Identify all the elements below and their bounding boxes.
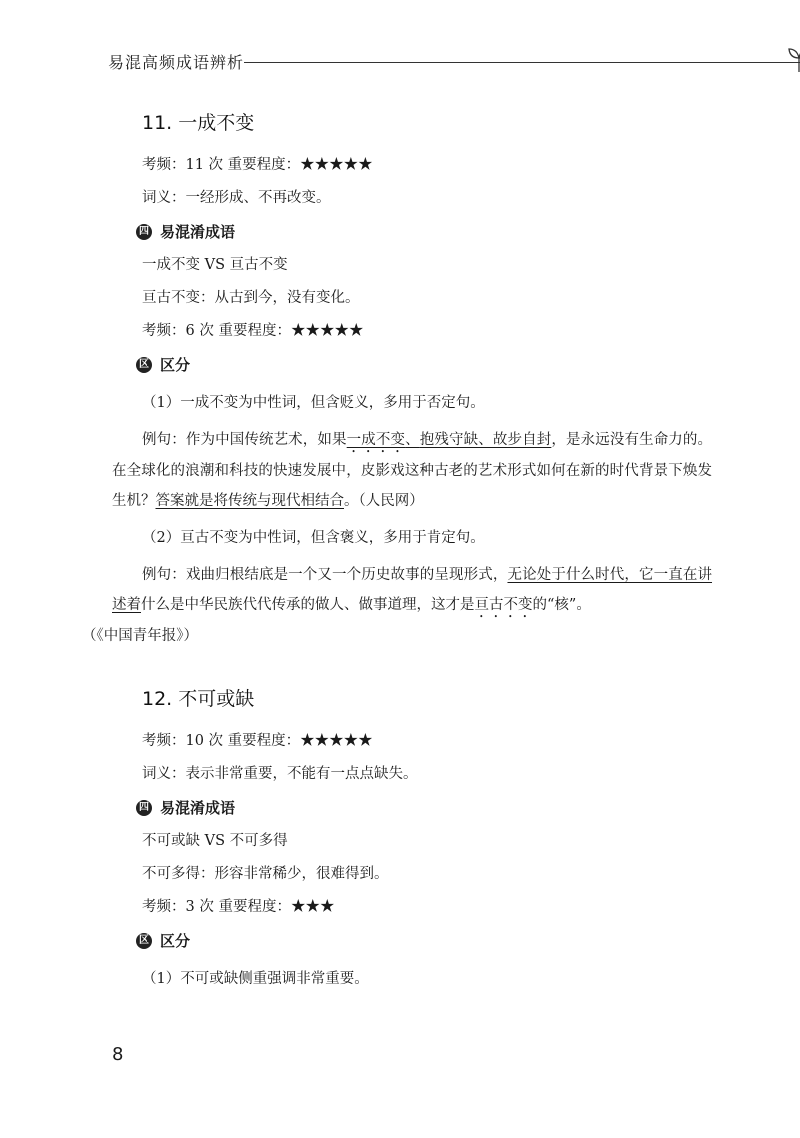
frequency-line: 考频：11 次 重要程度：★★★★★ <box>142 157 373 173</box>
example-source: 。（人民网） <box>344 493 424 509</box>
section-badge-icon: 四 <box>136 800 152 816</box>
example-text: 的“核”。 <box>532 597 591 613</box>
sprout-icon <box>784 44 800 74</box>
header-title: 易混高频成语辨析 <box>108 53 245 72</box>
example-text: ，是永远没有生命力的。在全球化的浪潮和科技的快速发展中，皮影戏这种古老的艺术形式如何在新的时代背景下焕发生机？ <box>112 432 713 509</box>
example-sentence-1 <box>112 425 712 516</box>
underlined-phrase: 无论处于什么时代，它一直在讲述着 <box>112 567 713 613</box>
distinction-heading <box>136 930 712 951</box>
versus-line: 一成不变 VS 亘古不变 <box>142 257 288 273</box>
underlined-phrase: 答案就是将传统与现代相结合 <box>155 493 344 509</box>
frequency-line: 考频：10 次 重要程度：★★★★★ <box>142 733 373 749</box>
running-header <box>108 44 720 84</box>
confusable-heading <box>136 221 712 242</box>
confusable-heading-label: 易混淆成语 <box>160 223 236 241</box>
distinction-heading-label: 区分 <box>160 356 191 374</box>
section-spacer <box>142 658 712 684</box>
distinction-heading-label: 区分 <box>160 932 191 950</box>
section-badge-icon: 四 <box>136 224 152 240</box>
distinction-point-1: （1）一成不变为中性词，但含贬义，多用于否定句。 <box>142 395 485 411</box>
emphasized-idiom: 一成不变 <box>346 432 406 448</box>
example-text: 什么是中华民族代代传承的做人、做事道理，这才是 <box>141 597 475 613</box>
underlined-phrase: 抱残守缺、故步自封 <box>419 432 552 448</box>
confusable-heading <box>136 797 712 818</box>
header-rule <box>244 62 800 63</box>
alt-meaning-line: 亘古不变：从古到今，没有变化。 <box>142 290 360 306</box>
example-source: （《中国青年报》） <box>82 628 198 644</box>
page-content <box>82 108 713 1001</box>
meaning-line: 词义：一经形成、不再改变。 <box>142 190 331 206</box>
section-12 <box>139 684 712 994</box>
example-text: 、 <box>405 432 420 448</box>
distinction-point-2: （2）亘古不变为中性词，但含褒义，多用于肯定句。 <box>142 530 485 546</box>
section-title: 11. 一成不变 <box>142 112 255 134</box>
confusable-heading-label: 易混淆成语 <box>160 799 236 817</box>
versus-line: 不可或缺 VS 不可多得 <box>142 833 288 849</box>
meaning-line: 词义：表示非常重要，不能有一点点缺失。 <box>142 766 418 782</box>
distinction-point-1: （1）不可或缺侧重强调非常重要。 <box>142 971 369 987</box>
section-title: 12. 不可或缺 <box>142 688 255 710</box>
section-11 <box>82 108 713 651</box>
example-text: 例句：作为中国传统艺术，如果 <box>142 432 347 448</box>
example-text: 例句：戏曲归根结底是一个又一个历史故事的呈现形式， <box>142 567 508 583</box>
section-badge-icon: 区 <box>136 933 152 949</box>
distinction-heading <box>136 354 712 375</box>
alt-meaning-line: 不可多得：形容非常稀少，很难得到。 <box>142 866 389 882</box>
section-badge-icon: 区 <box>136 357 152 373</box>
alt-frequency-line: 考频：6 次 重要程度：★★★★★ <box>142 323 364 339</box>
emphasized-idiom: 亘古不变 <box>474 597 533 613</box>
example-sentence-2 <box>82 560 713 651</box>
page-number: 8 <box>112 1044 124 1065</box>
alt-frequency-line: 考频：3 次 重要程度：★★★ <box>142 899 335 915</box>
